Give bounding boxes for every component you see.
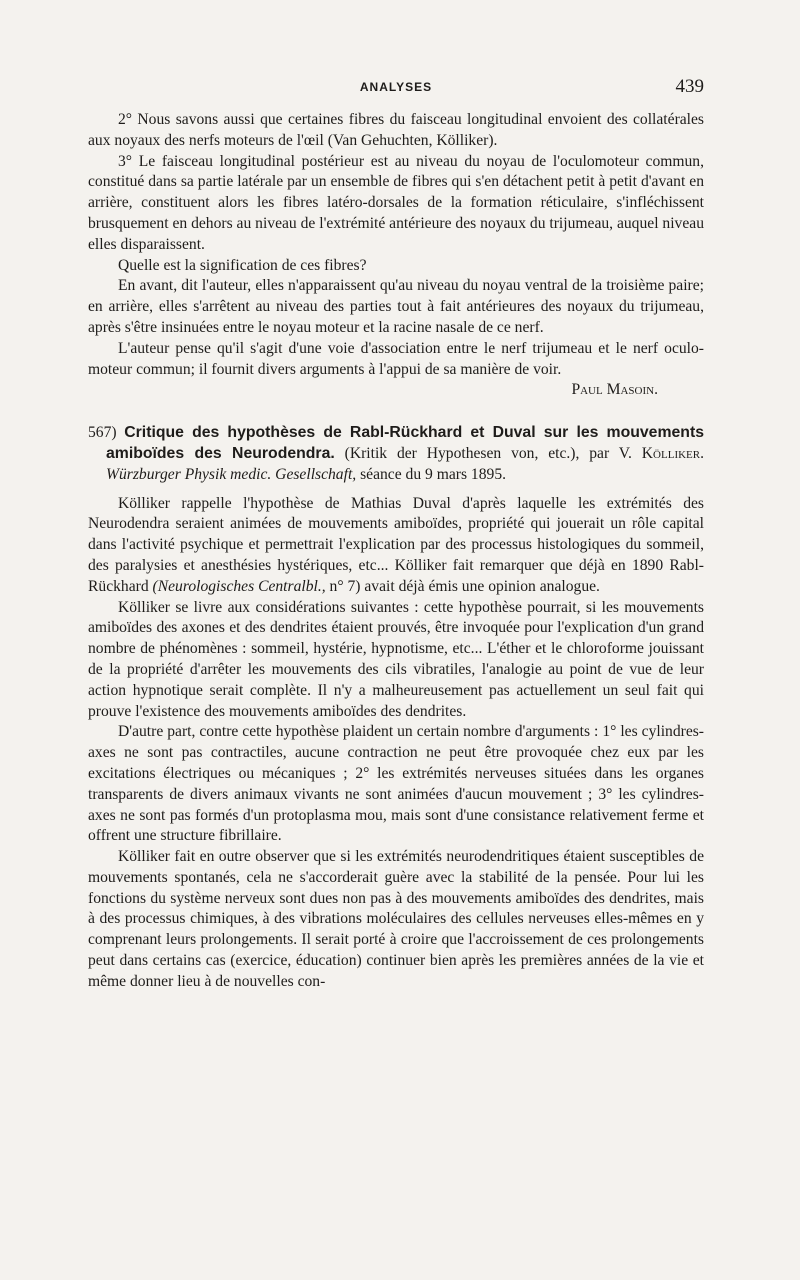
paragraph: Kölliker fait en outre observer que si les extrémités neurodendritiques étaient susceptibles de mouvements spontanés, cela ne s'accorderait guère avec la stabilité de la pensée. Pour lui les fonctions du système nerveux sont dues non pas à des mouvements amiboïdes des dendrites, mais à des processus chimiques, à des vibrations moléculaires des cellules nerveuses elles-mêmes en y comprenant leurs prolongements. Il serait porté à croire que l'accroissement de ces prolongements peut dans certains cas (exercice, éducation) continuer bien après les premières années de la vie et même donner lieu à de nouvelles con- <box>88 848 704 990</box>
paragraph <box>88 494 704 598</box>
entry-number: 567) <box>88 424 117 442</box>
paragraph: En avant, dit l'auteur, elles n'apparaissent qu'au niveau du noyau ventral de la troisième paire; en arrière, elles s'arrêtent au niveau des parties tout à fait antérieures des noyaux du trijumeau, après s'être insinuées entre le noyau moteur et la racine nasale de ce nerf. <box>88 277 704 336</box>
reviewer-signature: Paul Masoin. <box>571 381 658 399</box>
page-number: 439 <box>675 76 704 97</box>
paragraph: Quelle est la signification de ces fibres? <box>118 256 367 274</box>
previous-review <box>88 110 704 401</box>
paragraph: Kölliker se livre aux considérations suivantes : cette hypothèse pourrait, si les mouvements amiboïdes des axones et des dendrites étaient prouvés, être invoquée pour l'explication d'un grand nombre de phénomènes : sommeil, hystérie, hypnotisme, etc... L'éther et le chloroforme jouissant de la propriété d'arrêter les mouvements des cils vibratiles, l'analogie au point de vue de leur action hypnotique serait complète. Il n'y a malheureusement pas actuellement un seul fait qui prouve l'existence des mouvements amiboïdes des dendrites. <box>88 598 704 720</box>
section-title: ANALYSES <box>359 80 433 94</box>
paragraph: 2° Nous savons aussi que certaines fibres du faisceau longitudinal envoient des collatérales aux noyaux des nerfs moteurs de l'œil (Van Gehuchten, Kölliker). <box>88 111 704 149</box>
citation: (Neurologisches Centralbl., <box>152 577 326 595</box>
entry-body <box>88 494 704 993</box>
entry-session: séance du 9 mars 1895. <box>360 465 507 483</box>
paragraph: 3° Le faisceau longitudinal postérieur est au niveau du noyau de l'oculomoteur commun, constitué dans sa partie latérale par un ensemble de fibres qui s'en détachent petit à petit d'avant en arrière, constituent alors les fibres latéro-dorsales de la formation réticulaire, s'infléchissent brusquement en dehors au niveau de l'extrémité antérieure des noyaux du trijumeau, auquel niveau elles disparaissent. <box>88 152 704 253</box>
running-header <box>88 76 704 102</box>
entry-journal: Würzburger Physik medic. Gesellschaft, <box>106 465 357 483</box>
paragraph-text: n° 7) avait déjà émis une opinion analogue. <box>329 577 600 595</box>
paragraph: D'autre part, contre cette hypothèse plaident un certain nombre d'arguments : 1° les cylindres-axes ne sont pas contractiles, aucune contraction ne peut être provoquée chez eux par les excitations électriques ou mécaniques ; 2° les extrémités nerveuses situées dans les organes transparents de divers animaux vivants ne sont animées d'aucun mouvement ; 3° les cylindres-axes ne sont pas formés d'un protoplasma mou, mais sont d'une consistance relativement ferme et offrent une structure fibrillaire. <box>88 723 704 845</box>
paragraph-text: Kölliker rappelle l'hypothèse de Mathias Duval d'après laquelle les extrémités des Neurodendra seraient animées de mouvements amiboïdes, propriété qui jouerait un rôle capital dans l'activité psychique et permettrait l'explication par des processus histologiques du sommeil, des paralysies et anesthésies hystériques, etc... Kölliker fait remarquer que déjà en 1890 Rabl-Rückhard <box>88 494 704 595</box>
signature-line <box>88 380 704 401</box>
entry-title: Critique des hypothèses de Rabl-Rückhard et Duval sur les mouvements amiboïdes des Neurodendra. <box>106 424 704 462</box>
entry-heading <box>88 423 704 485</box>
paragraph: L'auteur pense qu'il s'agit d'une voie d'association entre le nerf trijumeau et le nerf oculo-moteur commun; il fournit divers arguments à l'appui de sa manière de voir. <box>88 339 704 378</box>
entry-original-title: (Kritik der Hypothesen von, etc.), par V. <box>344 444 632 462</box>
entry-author: Kölliker. <box>641 444 705 462</box>
